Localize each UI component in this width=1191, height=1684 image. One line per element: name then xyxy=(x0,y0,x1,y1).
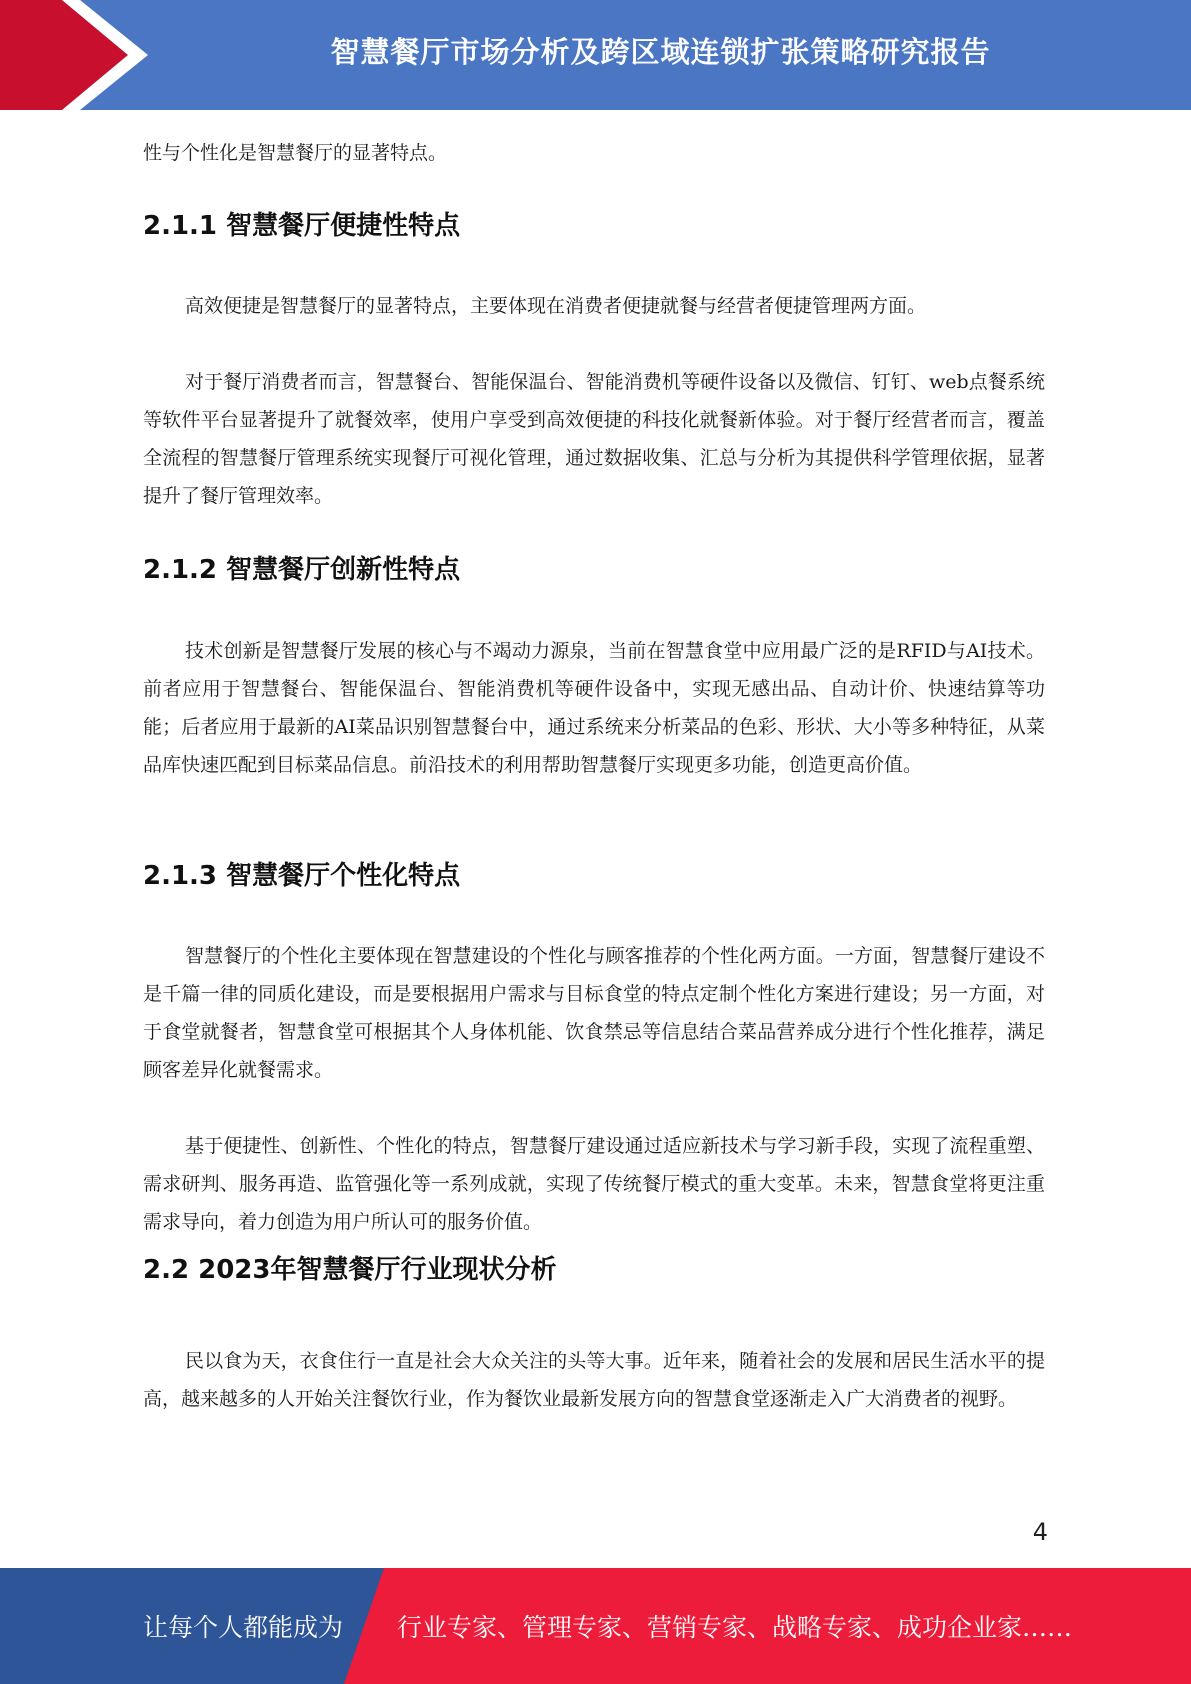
section-heading-2-1-3: 2.1.3 智慧餐厅个性化特点 xyxy=(143,861,461,891)
section-heading-2-1-1: 2.1.1 智慧餐厅便捷性特点 xyxy=(143,211,461,241)
paragraph-industry-status: 民以食为天，衣食住行一直是社会大众关注的头等大事。近年来，随着社会的发展和居民生活水平的提高，越来越多的人开始关注餐饮行业，作为餐饮业最新发展方向的智慧食堂逐渐走入广大消费者的视野。 xyxy=(143,1350,1045,1410)
page-footer xyxy=(0,1568,1191,1684)
paragraph-personalization-detail: 智慧餐厅的个性化主要体现在智慧建设的个性化与顾客推荐的个性化两方面。一方面，智慧餐厅建设不是千篇一律的同质化建设，而是要根据用户需求与目标食堂的特点定制个性化方案进行建设；另一方面，对于食堂就餐者，智慧食堂可根据其个人身体机能、饮食禁忌等信息结合菜品营养成分进行个性化推荐，满足顾客差异化就餐需求。 xyxy=(143,945,1045,1081)
paragraph-summary: 基于便捷性、创新性、个性化的特点，智慧餐厅建设通过适应新技术与学习新手段，实现了流程重塑、需求研判、服务再造、监管强化等一系列成就，实现了传统餐厅模式的重大变革。未来，智慧食堂将更注重需求导向，着力创造为用户所认可的服务价值。 xyxy=(143,1135,1045,1233)
footer-slogan-right: 行业专家、管理专家、营销专家、战略专家、成功企业家…… xyxy=(397,1613,1073,1642)
report-title: 智慧餐厅市场分析及跨区域连锁扩张策略研究报告 xyxy=(330,34,991,69)
paragraph-convenience-detail: 对于餐厅消费者而言，智慧餐台、智能保温台、智能消费机等硬件设备以及微信、钉钉、web点餐系统等软件平台显著提升了就餐效率，使用户享受到高效便捷的科技化就餐新体验。对于餐厅经营者而言，覆盖全流程的智慧餐厅管理系统实现餐厅可视化管理，通过数据收集、汇总与分析为其提供科学管理依据，显著提升了餐厅管理效率。 xyxy=(143,371,1045,507)
paragraph-intro-continuation: 性与个性化是智慧餐厅的显著特点。 xyxy=(143,142,448,164)
paragraph-innovation-detail: 技术创新是智慧餐厅发展的核心与不竭动力源泉，当前在智慧食堂中应用最广泛的是RFID与AI技术。前者应用于智慧餐台、智能保温台、智能消费机等硬件设备中，实现无感出品、自动计价、快速结算等功能；后者应用于最新的AI菜品识别智慧餐台中，通过系统来分析菜品的色彩、形状、大小等多种特征，从菜品库快速匹配到目标菜品信息。前沿技术的利用帮助智慧餐厅实现更多功能，创造更高价值。 xyxy=(143,640,1045,776)
section-heading-2-2: 2.2 2023年智慧餐厅行业现状分析 xyxy=(143,1255,557,1285)
footer-slogan-left: 让每个人都能成为 xyxy=(143,1613,344,1642)
section-heading-2-1-2: 2.1.2 智慧餐厅创新性特点 xyxy=(143,555,461,585)
page-number: 4 xyxy=(1032,1518,1048,1546)
paragraph-convenience-summary: 高效便捷是智慧餐厅的显著特点，主要体现在消费者便捷就餐与经营者便捷管理两方面。 xyxy=(185,295,927,317)
page-header xyxy=(0,0,1191,110)
